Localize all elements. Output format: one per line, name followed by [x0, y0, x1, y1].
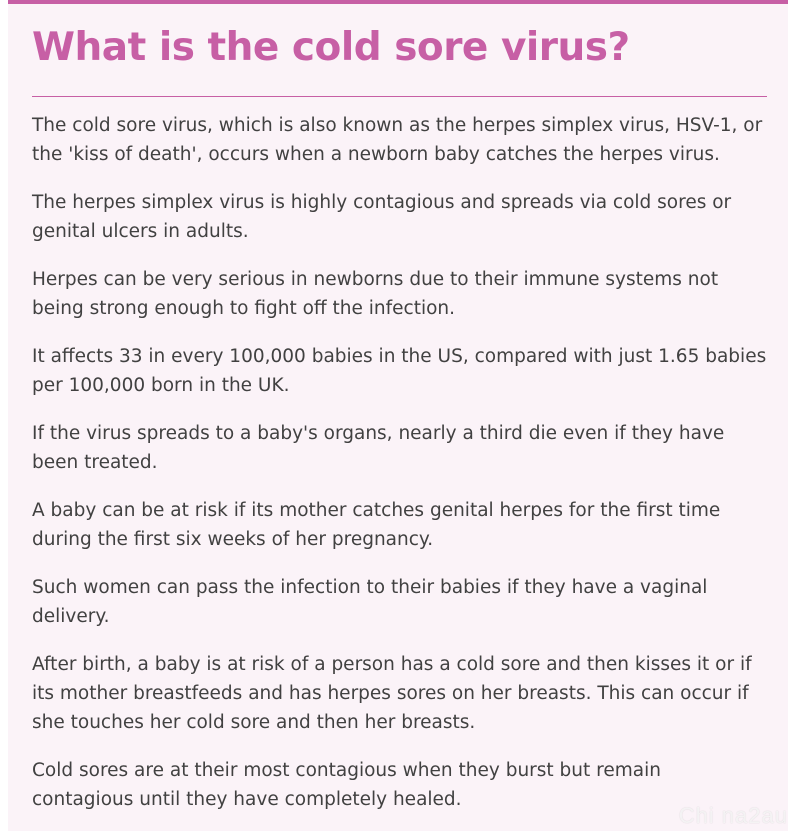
- paragraph-5: If the virus spreads to a baby's organs, nearly a third die even if they have been treated.: [32, 423, 725, 473]
- factbox-body: [32, 111, 768, 833]
- factbox-title: What is the cold sore virus?: [32, 25, 630, 70]
- paragraph-1: The cold sore virus, which is also known as the herpes simplex virus, HSV-1, or the 'kiss of death', occurs when a newborn baby catches the herpes virus.: [32, 115, 763, 165]
- title-divider: [32, 96, 767, 97]
- paragraph-3: Herpes can be very serious in newborns due to their immune systems not being strong enough to fight off the infection.: [32, 269, 719, 319]
- paragraph-6: A baby can be at risk if its mother catches genital herpes for the first time during the first six weeks of her pregnancy.: [32, 500, 721, 550]
- paragraph-8: After birth, a baby is at risk of a person has a cold sore and then kisses it or if its mother breastfeeds and has herpes sores on her breasts. This can occur if she touches her cold sore and then her breasts.: [32, 654, 752, 733]
- paragraph-7: Such women can pass the infection to their babies if they have a vaginal delivery.: [32, 577, 708, 627]
- paragraph-2: The herpes simplex virus is highly contagious and spreads via cold sores or genital ulcers in adults.: [32, 192, 732, 242]
- paragraph-4: It affects 33 in every 100,000 babies in the US, compared with just 1.65 babies per 100,000 born in the UK.: [32, 346, 767, 396]
- paragraph-9: Cold sores are at their most contagious when they burst but remain contagious until they have completely healed.: [32, 760, 661, 810]
- watermark: Chi na2au: [678, 803, 788, 828]
- factbox-panel: [8, 0, 788, 831]
